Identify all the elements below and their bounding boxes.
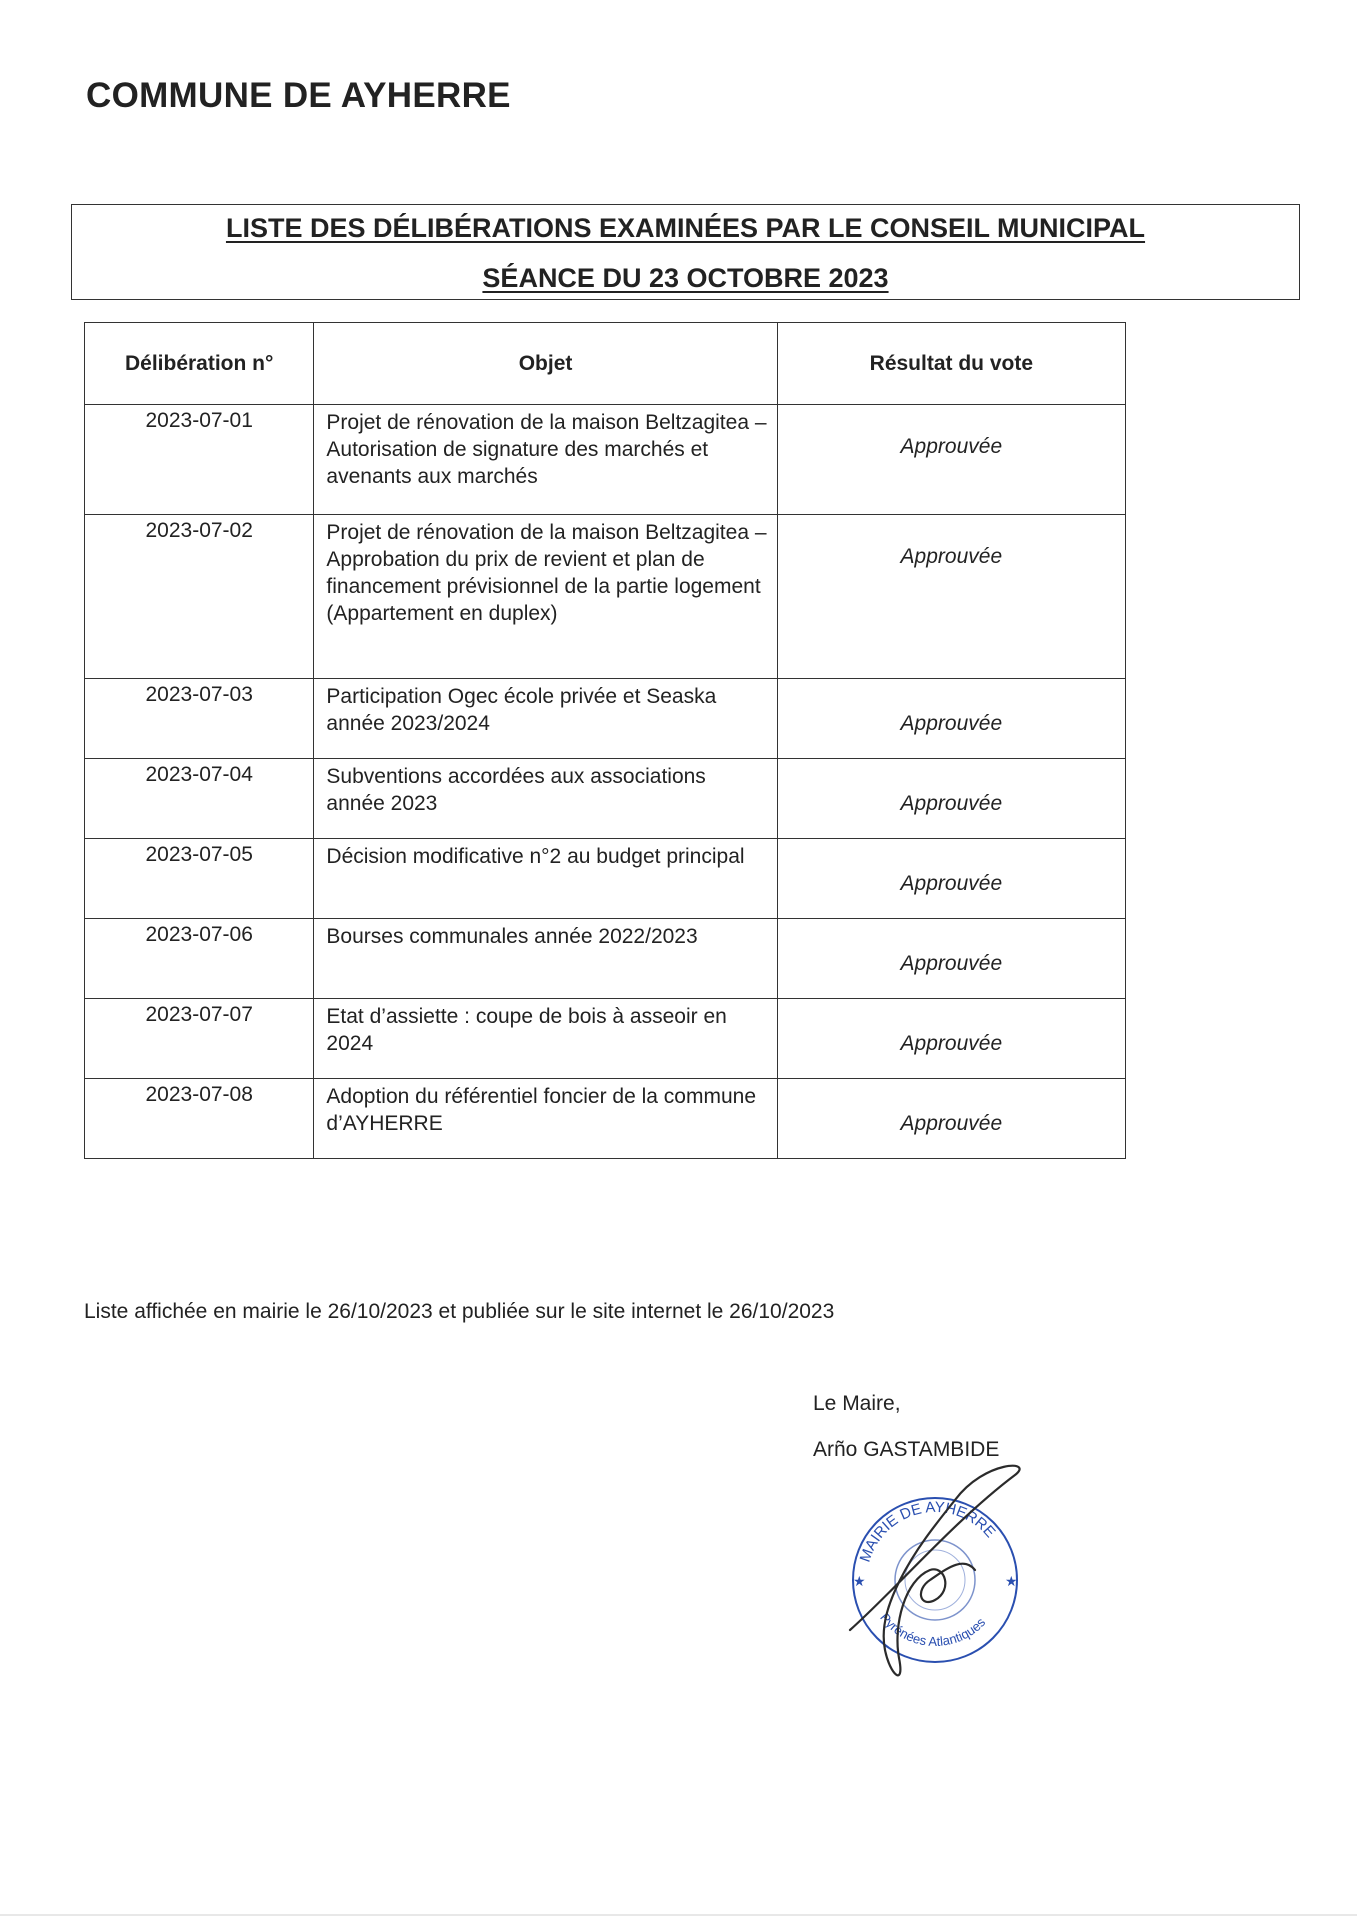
deliberation-number: 2023-07-06 [85,919,314,999]
table-row [85,839,1126,919]
vote-result: Approuvée [777,1079,1125,1159]
vote-result: Approuvée [777,515,1125,679]
signatory-name: Arño GASTAMBIDE [813,1438,1000,1461]
deliberation-objet: Participation Ogec école privée et Seaska année 2023/2024 [314,679,777,759]
deliberation-number: 2023-07-04 [85,759,314,839]
deliberation-objet: Projet de rénovation de la maison Beltzagitea – Autorisation de signature des marchés et avenants aux marchés [314,405,777,515]
document-title: LISTE DES DÉLIBÉRATIONS EXAMINÉES PAR LE CONSEIL MUNICIPAL [225,213,1146,243]
star-icon: ★ [1005,1573,1018,1589]
deliberation-objet: Projet de rénovation de la maison Beltzagitea – Approbation du prix de revient et plan de financement prévisionnel de la partie logement (Appartement en duplex) [314,515,777,679]
stamp-top-text: MAIRIE DE AYHERRE [856,1498,999,1565]
deliberation-objet: Etat d’assiette : coupe de bois à asseoir en 2024 [314,999,777,1079]
official-stamp [853,1498,1018,1662]
table-row [85,999,1126,1079]
publication-note: Liste affichée en mairie le 26/10/2023 et publiée sur le site internet le 26/10/2023 [84,1300,835,1323]
deliberation-number: 2023-07-05 [85,839,314,919]
vote-result: Approuvée [777,679,1125,759]
session-date-title: SÉANCE DU 23 OCTOBRE 2023 [482,263,889,293]
star-icon: ★ [853,1573,866,1589]
deliberation-number: 2023-07-03 [85,679,314,759]
deliberation-number: 2023-07-07 [85,999,314,1079]
header-deliberation-number: Délibération n° [85,323,314,405]
stamp-bottom-text: Pyrénées Atlantiques [877,1609,989,1650]
vote-result: Approuvée [777,999,1125,1079]
header-objet: Objet [314,323,777,405]
table-row [85,919,1126,999]
deliberation-number: 2023-07-01 [85,405,314,515]
deliberation-number: 2023-07-02 [85,515,314,679]
vote-result: Approuvée [777,759,1125,839]
commune-heading: COMMUNE DE AYHERRE [86,76,511,115]
vote-result: Approuvée [777,919,1125,999]
deliberation-objet: Adoption du référentiel foncier de la commune d’AYHERRE [314,1079,777,1159]
table-row [85,759,1126,839]
signatory-title: Le Maire, [813,1392,901,1415]
deliberation-number: 2023-07-08 [85,1079,314,1159]
deliberation-objet: Décision modificative n°2 au budget principal [314,839,777,919]
deliberation-objet: Bourses communales année 2022/2023 [314,919,777,999]
table-row [85,679,1126,759]
header-resultat: Résultat du vote [777,323,1125,405]
table-row [85,405,1126,515]
deliberations-table [84,322,1126,1159]
mayor-stamp-and-signature [835,1430,1035,1700]
deliberation-objet: Subventions accordées aux associations année 2023 [314,759,777,839]
table-header-row [85,323,1126,405]
title-box [71,204,1300,300]
vote-result: Approuvée [777,405,1125,515]
table-row [85,515,1126,679]
bottom-edge-line [0,1914,1357,1916]
vote-result: Approuvée [777,839,1125,919]
table-row [85,1079,1126,1159]
